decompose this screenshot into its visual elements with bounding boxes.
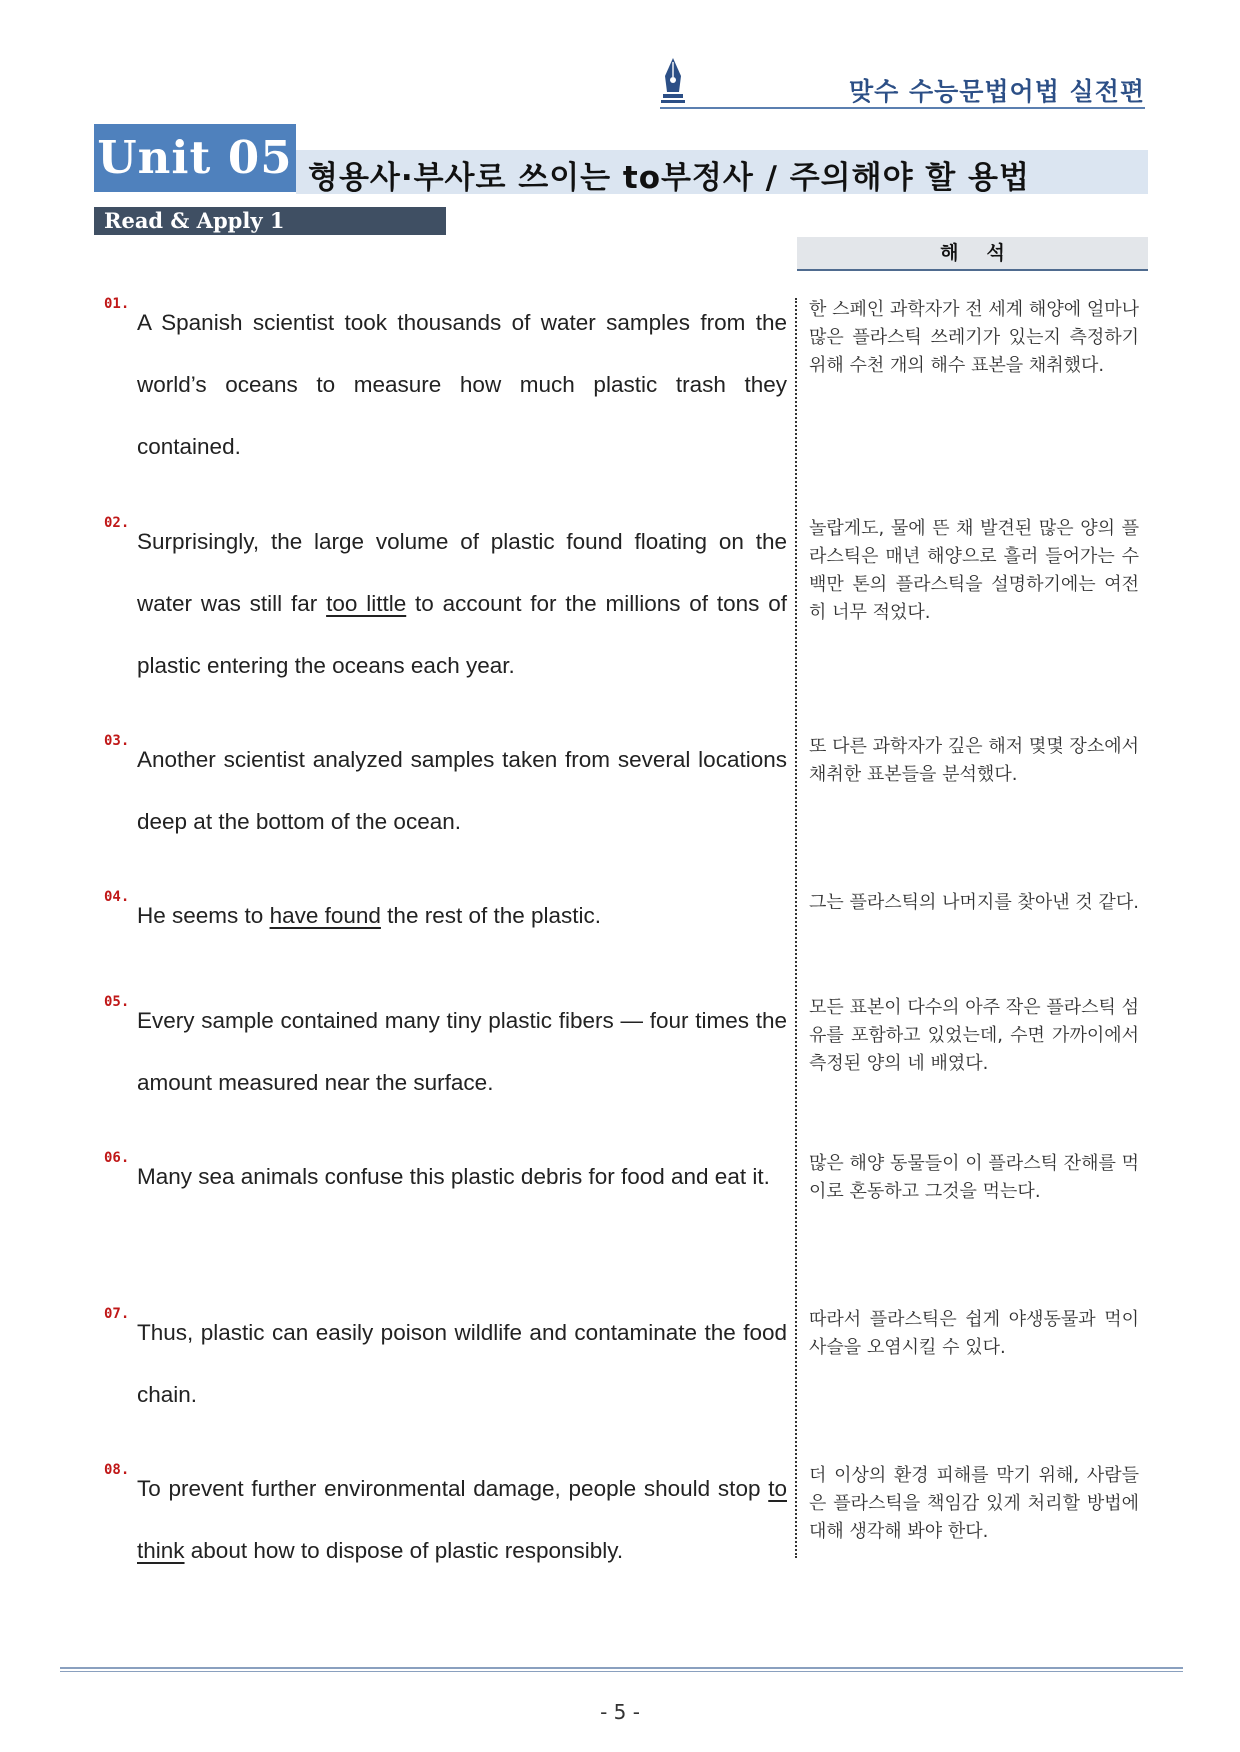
- english-sentence: [137, 1302, 787, 1426]
- korean-translation: 모든 표본이 다수의 아주 작은 플라스틱 섬유를 포함하고 있었는데, 수면 가까이에서 측정된 양의 네 배였다.: [809, 997, 1139, 1074]
- underlined-phrase: have found: [269, 903, 381, 928]
- header-rule: [660, 107, 1145, 109]
- english-sentence: [137, 1146, 787, 1208]
- korean-translation: 따라서 플라스틱은 쉽게 야생동물과 먹이사슬을 오염시킬 수 있다.: [809, 1309, 1139, 1358]
- sentence-number: 04.: [104, 889, 130, 905]
- sentence-text: He seems to: [137, 903, 270, 928]
- sentence-text: Surprisingly, the large volume of plastic found floating on the water was still far: [137, 529, 787, 616]
- sentence-text: A Spanish scientist took thousands of water samples from the world’s oceans to measure how much plastic trash they contained.: [137, 310, 787, 459]
- english-sentence: [137, 1458, 787, 1582]
- korean-translation: 많은 해양 동물들이 이 플라스틱 잔해를 먹이로 혼동하고 그것을 먹는다.: [809, 1153, 1139, 1202]
- sentence-text: the rest of the plastic.: [380, 903, 602, 928]
- sentence-number: 06.: [104, 1150, 130, 1166]
- unit-title: 형용사·부사로 쓰이는 to부정사 / 주의해야 할 용법: [308, 160, 1030, 196]
- pen-nib-logo-icon: [660, 56, 686, 110]
- sentence-text: Thus, plastic can easily poison wildlife and contaminate the food chain.: [137, 1320, 787, 1407]
- sentence-text: Many sea animals confuse this plastic debris for food and eat it.: [137, 1164, 770, 1189]
- footer-rule-thin: [60, 1671, 1183, 1672]
- sentence-text: Another scientist analyzed samples taken from several locations deep at the bottom of the ocean.: [137, 747, 787, 834]
- english-sentence: [137, 511, 787, 697]
- section-label: Read & Apply 1: [94, 207, 446, 235]
- english-sentence: [137, 885, 787, 947]
- korean-translation: 놀랍게도, 물에 뜬 채 발견된 많은 양의 플라스틱은 매년 해양으로 흘러 들어가는 수백만 톤의 플라스틱을 설명하기에는 여전히 너무 적었다.: [809, 518, 1139, 623]
- korean-translation: 그는 플라스틱의 나머지를 찾아낸 것 같다.: [809, 892, 1139, 913]
- sentence-number: 05.: [104, 994, 130, 1010]
- unit-label: Unit 05: [94, 124, 296, 192]
- english-sentence: [137, 729, 787, 853]
- sentence-number: 01.: [104, 296, 130, 312]
- page-number: - 5 -: [600, 1700, 640, 1724]
- korean-translation: 또 다른 과학자가 깊은 해저 몇몇 장소에서 채취한 표본들을 분석했다.: [809, 736, 1139, 785]
- sentence-text: To prevent further environmental damage, people should stop: [137, 1476, 769, 1501]
- english-sentence: [137, 990, 787, 1114]
- korean-translation: 더 이상의 환경 피해를 막기 위해, 사람들은 플라스틱을 책임감 있게 처리할 방법에 대해 생각해 봐야 한다.: [809, 1465, 1139, 1542]
- footer-rule: [60, 1667, 1183, 1669]
- english-sentence: [137, 292, 787, 478]
- column-divider: [795, 298, 797, 1558]
- sentence-text: Every sample contained many tiny plastic fibers — four times the amount measured near the surface.: [137, 1008, 787, 1095]
- underlined-phrase: too little: [326, 591, 407, 616]
- translation-heading: 해석: [797, 237, 1148, 271]
- book-title: 맞수 수능문법어법 실전편: [848, 77, 1145, 106]
- sentence-number: 07.: [104, 1306, 130, 1322]
- sentence-number: 08.: [104, 1462, 130, 1478]
- sentence-number: 03.: [104, 733, 130, 749]
- sentence-text: about how to dispose of plastic responsibly.: [184, 1538, 624, 1563]
- sentence-number: 02.: [104, 515, 130, 531]
- underlined-phrase: to think: [137, 1476, 787, 1563]
- sentence-text: to account for the millions of tons of plastic entering the oceans each year.: [137, 591, 788, 678]
- korean-translation: 한 스페인 과학자가 전 세계 해양에 얼마나 많은 플라스틱 쓰레기가 있는지 측정하기 위해 수천 개의 해수 표본을 채취했다.: [809, 299, 1139, 376]
